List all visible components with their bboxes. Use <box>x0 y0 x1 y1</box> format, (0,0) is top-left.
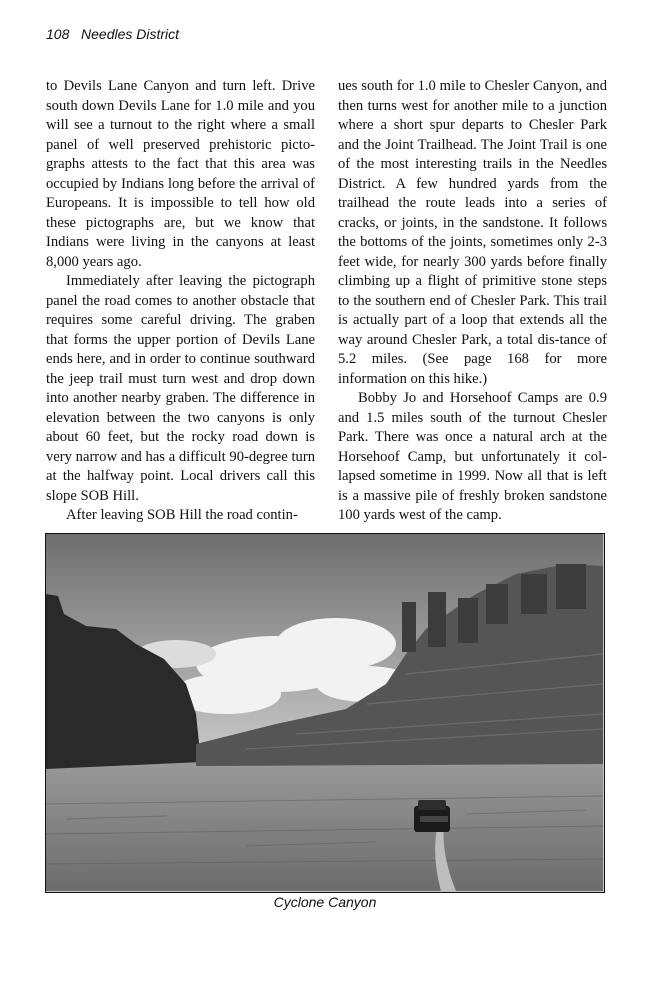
running-header <box>46 26 179 42</box>
text-column-left <box>46 77 315 526</box>
valley-floor <box>46 759 603 891</box>
paragraph: After leaving SOB Hill the road contin- <box>66 507 298 523</box>
page-number: 108 <box>46 26 70 42</box>
photo-caption: Cyclone Canyon <box>273 894 377 910</box>
canyon-photo <box>45 533 605 893</box>
paragraph: to Devils Lane Canyon and turn left. Drive south down Devils Lane for 1.0 mile and you will see a turnout to the right where a small panel of well preserved prehistoric picto-graphs attests to the fact that this area was occupied by Indians long before the arrival of Europeans. It is impossible to tell how old these pictographs are, but we know that Indians were living in the canyons at least 8,000 years ago. <box>46 78 315 270</box>
text-column-right <box>338 77 607 526</box>
section-title: Needles District <box>81 26 180 42</box>
jeep <box>414 800 450 832</box>
canyon-photo-illustration <box>46 534 603 891</box>
paragraph: Bobby Jo and Horsehoof Camps are 0.9 and 1.5 miles south of the turnout Chesler Park. There was once a natural arch at the Horsehoof Camp, but unfortunately it col-lapsed sometime in 1999. Now all that is left is a massive pile of freshly broken sandstone 100 yards west of the camp. <box>338 390 607 523</box>
paragraph: ues south for 1.0 mile to Chesler Canyon, and then turns west for another mile to a junction where a short spur departs to Chesler Park and the Joint Trailhead. The Joint Trail is one of the most interesting trails in the Needles District. A few hundred yards from the trailhead the route leads into a series of cracks, or joints, in the sandstone. It follows the bottoms of the joints, sometimes only 2-3 feet wide, for nearly 300 yards before finally climbing up a flight of primitive stone steps to the southern end of Chesler Park. This trail is actually part of a loop that extends all the way around Chesler Park, a total dis-tance of 5.2 miles. (See page 168 for more information on this hike.) <box>338 78 607 387</box>
paragraph: Immediately after leaving the pictograph panel the road comes to another obstacle that requires some careful driving. The graben that forms the upper portion of Devils Lane ends here, and in order to continue southward the jeep trail must turn west and drop down into another nearby graben. The difference in elevation between the two canyons is only about 60 feet, but the rocky road down is very narrow and has a difficult 90-degree turn at the halfway point. Local drivers call this slope SOB Hill. <box>46 273 315 504</box>
